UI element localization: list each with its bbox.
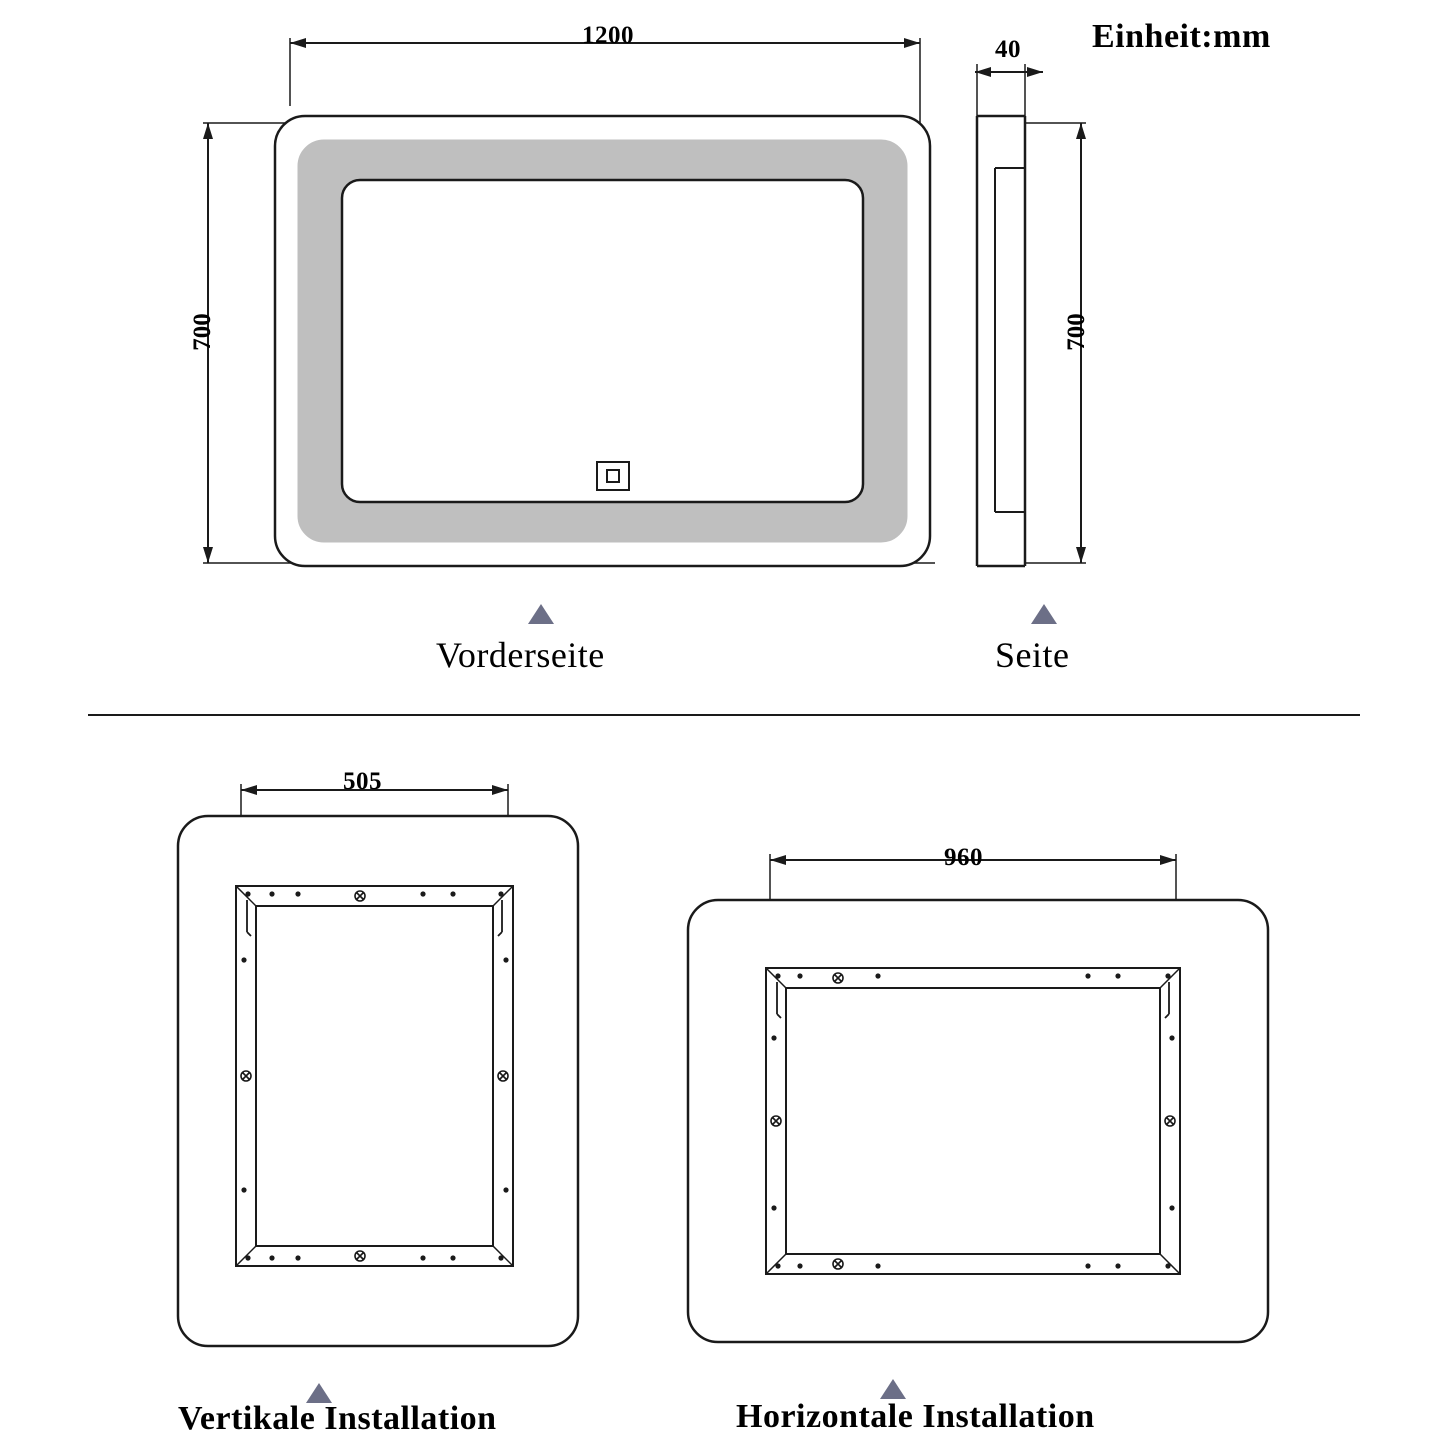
side-view-caption: Seite	[995, 635, 1070, 675]
horizontal-installation-caption: Horizontale Installation	[736, 1398, 1095, 1435]
horizontal-installation-drawing	[678, 838, 1288, 1358]
front-view-marker-triangle	[528, 604, 554, 624]
horizontal-bracket-dimension: 960	[944, 844, 983, 871]
side-view-drawing	[955, 28, 1185, 588]
vertical-installation-drawing	[168, 760, 638, 1360]
section-divider	[88, 714, 1360, 716]
side-view-marker-triangle	[1031, 604, 1057, 624]
front-height-dimension: 700	[188, 313, 216, 351]
horizontal-installation-marker-triangle	[880, 1379, 906, 1399]
side-height-dimension: 700	[1062, 313, 1090, 351]
touch-sensor-icon[interactable]	[596, 461, 630, 491]
unit-label: Einheit:mm	[1092, 18, 1271, 55]
side-thickness-dimension: 40	[995, 36, 1021, 63]
vertical-installation-caption: Vertikale Installation	[178, 1400, 497, 1437]
front-width-dimension: 1200	[582, 22, 634, 49]
front-view-caption: Vorderseite	[436, 635, 605, 675]
front-view-drawing	[190, 28, 950, 588]
vertical-bracket-dimension: 505	[343, 768, 382, 795]
